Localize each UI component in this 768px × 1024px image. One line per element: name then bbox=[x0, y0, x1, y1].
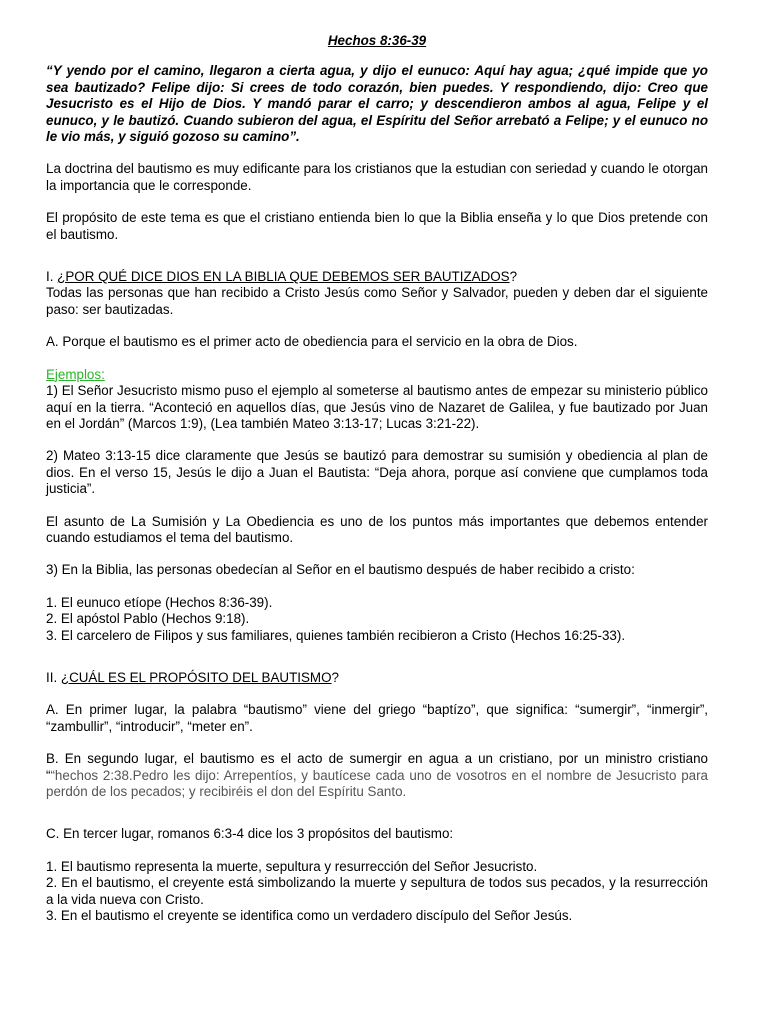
list-item: 1. El bautismo representa la muerte, sepultura y resurrección del Señor Jesucristo. bbox=[46, 858, 538, 874]
scripture-quote: “Y yendo por el camino, llegaron a cierta agua, y dijo el eunuco: Aquí hay agua; ¿qué impide que yo sea bautizado? Felipe dijo: Si crees de todo corazón, bien puedes. Y respondiendo, dijo: Creo que Jesucristo es el Hijo de Dios. Y mandó parar el carro; y descendieron ambos al agua, Felipe y el eunuco, y le bautizó. Cuando subieron del agua, el Espíritu del Señor arrebató a Felipe; y el eunuco no le vio más, y siguió gozoso su camino”. bbox=[46, 63, 708, 145]
list-item: 1. El eunuco etíope (Hechos 8:36-39). bbox=[46, 594, 273, 610]
section-2-point-c: C. En tercer lugar, romanos 6:3-4 dice los 3 propósitos del bautismo: bbox=[46, 826, 454, 842]
example-2: 2) Mateo 3:13-15 dice claramente que Jesús se bautizó para demostrar su sumisión y obediencia al plan de dios. En el verso 15, Jesús le dijo a Juan el Bautista: “Deja ahora, porque así conviene que cumplamos toda justicia”. bbox=[46, 448, 708, 497]
section-2-suffix: ? bbox=[331, 669, 339, 685]
list-item: 3. El carcelero de Filipos y sus familiares, quienes también recibieron a Cristo (Hechos 16:25-33). bbox=[46, 627, 626, 643]
point-b-text: B. En segundo lugar, el bautismo es el acto de sumergir en agua a un cristiano, por un ministro cristiano “ bbox=[46, 751, 708, 783]
section-1-heading bbox=[46, 269, 708, 285]
intro-paragraph-2: El propósito de este tema es que el cristiano entienda bien lo que la Biblia enseña y lo que Dios pretende con el bautismo. bbox=[46, 210, 708, 242]
page-title: Hechos 8:36-39 bbox=[327, 33, 427, 48]
examples-label: Ejemplos: bbox=[46, 366, 105, 382]
examples-label-line bbox=[46, 367, 708, 383]
intro-paragraph-1: La doctrina del bautismo es muy edificante para los cristianos que la estudian con seriedad y cuando le otorgan la importancia que le corresponde. bbox=[46, 161, 708, 193]
document-content bbox=[46, 33, 708, 924]
section-2-point-a: A. En primer lugar, la palabra “bautismo” viene del griego “baptízo”, que significa: “sumergir”, “inmergir”, “zambullir”, “introducir”, “meter en”. bbox=[46, 702, 708, 734]
section-1-heading-text: ¿POR QUÉ DICE DIOS EN LA BIBLIA QUE DEBEMOS SER BAUTIZADOS bbox=[57, 269, 510, 285]
section-2-point-b bbox=[46, 751, 708, 800]
section-1-suffix: ? bbox=[509, 269, 518, 285]
example-1: 1) El Señor Jesucristo mismo puso el ejemplo al someterse al bautismo antes de empezar su ministerio público aquí en la tierra. “Aconteció en aquellos días, que Jesús vino de Nazaret de Galilea, y fue bautizado por Juan en el Jordán” (Marcos 1:9), (Lea también Mateo 3:13-17; Lucas 3:21-22). bbox=[46, 383, 708, 431]
section-2-prefix: II. bbox=[46, 669, 61, 685]
list-item: 2. En el bautismo, el creyente está simbolizando la muerte y sepultura de todos sus pecados, y la resurrección a la vida nueva con Cristo. bbox=[46, 875, 708, 907]
section-2-heading bbox=[46, 670, 708, 686]
section-2-heading-text: ¿CUÁL ES EL PROPÓSITO DEL BAUTISMO bbox=[60, 669, 332, 685]
list-item: 2. El apóstol Pablo (Hechos 9:18). bbox=[46, 611, 250, 627]
submission-paragraph: El asunto de La Sumisión y La Obediencia es uno de los puntos más importantes que debemos entender cuando estudiamos el tema del bautismo. bbox=[46, 513, 708, 545]
section-1-prefix: I. bbox=[46, 269, 58, 285]
list-item: 3. En el bautismo el creyente se identifica como un verdadero discípulo del Señor Jesús. bbox=[46, 908, 573, 924]
point-b-scripture: “hechos 2:38.Pedro les dijo: Arrepentíos, y bautícese cada uno de vosotros en el nombre de Jesucristo para perdón de los pecados; y recibiréis el don del Espíritu Santo. bbox=[46, 767, 708, 799]
example-3: 3) En la Biblia, las personas obedecían al Señor en el bautismo después de haber recibido a cristo: bbox=[46, 562, 635, 578]
section-1-point-a: A. Porque el bautismo es el primer acto de obediencia para el servicio en la obra de Dios. bbox=[46, 334, 578, 350]
section-1-intro: Todas las personas que han recibido a Cristo Jesús como Señor y Salvador, pueden y deben dar el siguiente paso: ser bautizadas. bbox=[46, 285, 708, 317]
